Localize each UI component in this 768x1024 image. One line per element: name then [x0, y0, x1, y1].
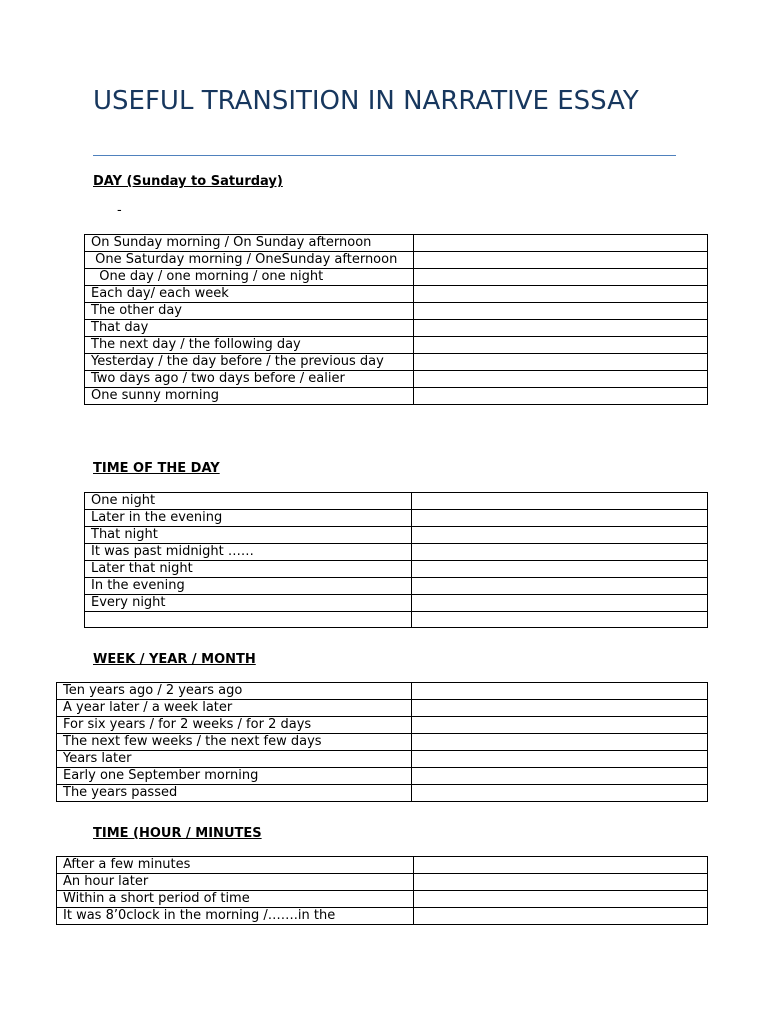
- answer-cell[interactable]: [412, 493, 708, 510]
- table-row: [57, 717, 708, 734]
- answer-cell[interactable]: [414, 354, 708, 371]
- answer-cell[interactable]: [412, 527, 708, 544]
- table-row: [85, 561, 708, 578]
- table-row: [85, 527, 708, 544]
- answer-cell[interactable]: [412, 768, 708, 785]
- day-transition-table: [84, 234, 708, 405]
- transition-phrase: One Saturday morning / OneSunday afternoon: [85, 252, 414, 269]
- week-year-month-table: [56, 682, 708, 802]
- table-row: [85, 252, 708, 269]
- answer-cell[interactable]: [412, 700, 708, 717]
- answer-cell[interactable]: [412, 734, 708, 751]
- answer-cell[interactable]: [414, 337, 708, 354]
- table-row: [85, 371, 708, 388]
- transition-phrase: Within a short period of time: [57, 891, 414, 908]
- transition-phrase: The other day: [85, 303, 414, 320]
- transition-phrase: Ten years ago / 2 years ago: [57, 683, 412, 700]
- table-row: [85, 578, 708, 595]
- transition-phrase: Later that night: [85, 561, 412, 578]
- transition-phrase: After a few minutes: [57, 857, 414, 874]
- transition-phrase: In the evening: [85, 578, 412, 595]
- transition-phrase: The years passed: [57, 785, 412, 802]
- answer-cell[interactable]: [414, 303, 708, 320]
- time-of-day-table: [84, 492, 708, 628]
- table-row: [57, 683, 708, 700]
- answer-cell[interactable]: [412, 683, 708, 700]
- table-row: [85, 286, 708, 303]
- transition-phrase: That night: [85, 527, 412, 544]
- answer-cell[interactable]: [414, 874, 708, 891]
- page-title: USEFUL TRANSITION IN NARRATIVE ESSAY: [93, 86, 639, 116]
- table-row: [85, 612, 708, 628]
- answer-cell[interactable]: [412, 561, 708, 578]
- answer-cell[interactable]: [414, 908, 708, 925]
- transition-phrase: A year later / a week later: [57, 700, 412, 717]
- answer-cell[interactable]: [414, 320, 708, 337]
- answer-cell[interactable]: [412, 578, 708, 595]
- table-row: [85, 303, 708, 320]
- table-row: [85, 510, 708, 527]
- answer-cell[interactable]: [412, 785, 708, 802]
- transition-phrase: For six years / for 2 weeks / for 2 days: [57, 717, 412, 734]
- table-row: [57, 734, 708, 751]
- answer-cell[interactable]: [414, 891, 708, 908]
- table-row: [85, 235, 708, 252]
- title-divider: [93, 155, 676, 156]
- answer-cell[interactable]: [412, 612, 708, 628]
- transition-phrase: On Sunday morning / On Sunday afternoon: [85, 235, 414, 252]
- transition-phrase: Years later: [57, 751, 412, 768]
- table-row: [57, 751, 708, 768]
- answer-cell[interactable]: [414, 371, 708, 388]
- table-row: [57, 857, 708, 874]
- answer-cell[interactable]: [412, 595, 708, 612]
- answer-cell[interactable]: [414, 252, 708, 269]
- table-row: [85, 595, 708, 612]
- table-row: [85, 320, 708, 337]
- section-heading-time-of-day: TIME OF THE DAY: [93, 461, 220, 476]
- transition-phrase: It was past midnight ……: [85, 544, 412, 561]
- transition-phrase: Every night: [85, 595, 412, 612]
- answer-cell[interactable]: [412, 510, 708, 527]
- transition-phrase: Each day/ each week: [85, 286, 414, 303]
- transition-phrase: Early one September morning: [57, 768, 412, 785]
- transition-phrase: Two days ago / two days before / ealier: [85, 371, 414, 388]
- transition-phrase: Yesterday / the day before / the previous day: [85, 354, 414, 371]
- section-heading-week-year-month: WEEK / YEAR / MONTH: [93, 652, 256, 667]
- table-row: [85, 388, 708, 405]
- transition-phrase: The next few weeks / the next few days: [57, 734, 412, 751]
- bullet-dash: -: [117, 203, 122, 218]
- transition-phrase: Later in the evening: [85, 510, 412, 527]
- table-row: [57, 874, 708, 891]
- table-row: [57, 891, 708, 908]
- transition-phrase: One sunny morning: [85, 388, 414, 405]
- table-row: [57, 768, 708, 785]
- answer-cell[interactable]: [412, 717, 708, 734]
- section-heading-day: DAY (Sunday to Saturday): [93, 174, 283, 189]
- answer-cell[interactable]: [414, 269, 708, 286]
- answer-cell[interactable]: [414, 235, 708, 252]
- table-row: [85, 269, 708, 286]
- table-row: [57, 700, 708, 717]
- answer-cell[interactable]: [414, 388, 708, 405]
- answer-cell[interactable]: [414, 857, 708, 874]
- transition-phrase: The next day / the following day: [85, 337, 414, 354]
- transition-phrase[interactable]: [85, 612, 412, 628]
- answer-cell[interactable]: [412, 544, 708, 561]
- transition-phrase: One night: [85, 493, 412, 510]
- answer-cell[interactable]: [412, 751, 708, 768]
- table-row: [57, 908, 708, 925]
- table-row: [85, 337, 708, 354]
- hour-minutes-table: [56, 856, 708, 925]
- table-row: [85, 544, 708, 561]
- section-heading-time-hour-minutes: TIME (HOUR / MINUTES: [93, 826, 262, 841]
- table-row: [57, 785, 708, 802]
- transition-phrase: That day: [85, 320, 414, 337]
- answer-cell[interactable]: [414, 286, 708, 303]
- transition-phrase: It was 8’0clock in the morning /…….in the: [57, 908, 414, 925]
- transition-phrase: One day / one morning / one night: [85, 269, 414, 286]
- transition-phrase: An hour later: [57, 874, 414, 891]
- table-row: [85, 354, 708, 371]
- table-row: [85, 493, 708, 510]
